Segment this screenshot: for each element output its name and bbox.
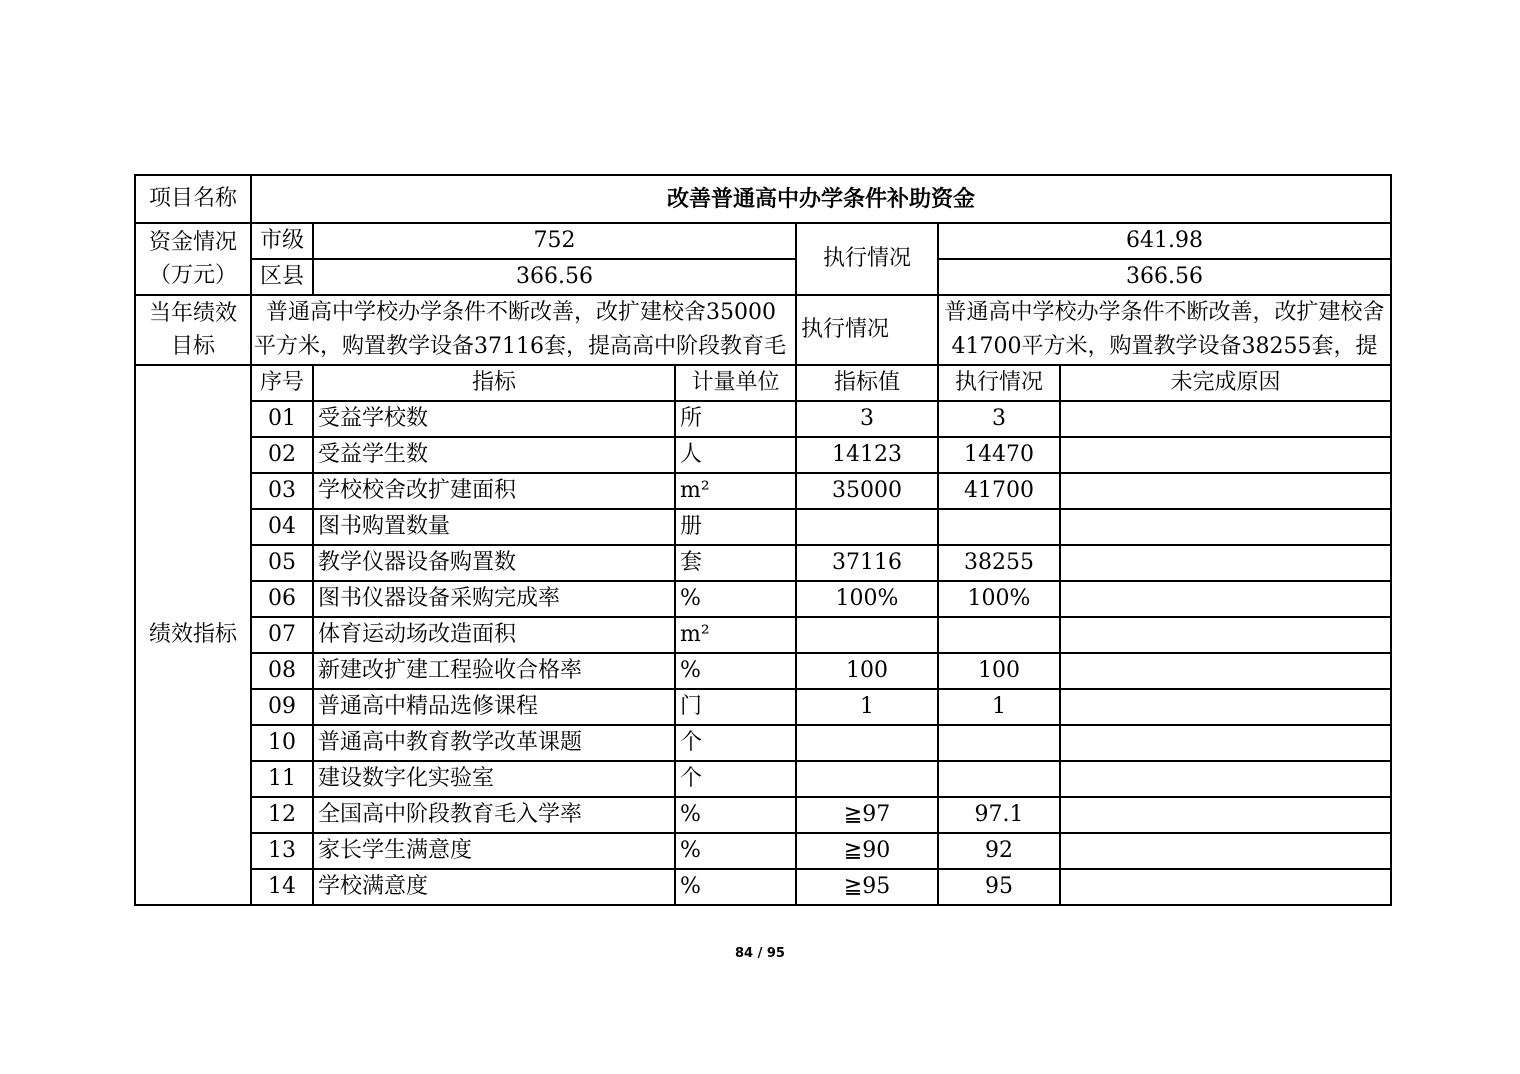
row-seq: 10 bbox=[251, 725, 313, 761]
header-actual: 执行情况 bbox=[938, 365, 1060, 401]
table-row bbox=[135, 545, 1391, 581]
table-row bbox=[135, 509, 1391, 545]
row-unit: 所 bbox=[675, 401, 796, 437]
goal-text: 普通高中学校办学条件不断改善，改扩建校舍35000平方米，购置教学设备37116套，提高高中阶段教育毛 bbox=[254, 300, 786, 359]
funds-exec-label: 执行情况 bbox=[796, 223, 938, 295]
row-unit: 门 bbox=[675, 689, 796, 725]
city-label: 市级 bbox=[251, 223, 313, 259]
goal-text-cell bbox=[251, 295, 796, 365]
row-unit: % bbox=[675, 869, 796, 905]
header-unit: 计量单位 bbox=[675, 365, 796, 401]
row-unit: 个 bbox=[675, 761, 796, 797]
table-row bbox=[135, 797, 1391, 833]
row-seq: 09 bbox=[251, 689, 313, 725]
row-actual: 1 bbox=[938, 689, 1060, 725]
row-unit: m² bbox=[675, 617, 796, 653]
goal-exec-text-cell bbox=[938, 295, 1391, 365]
row-seq: 06 bbox=[251, 581, 313, 617]
row-seq: 11 bbox=[251, 761, 313, 797]
row-reason bbox=[1060, 797, 1391, 833]
row-name: 体育运动场改造面积 bbox=[313, 617, 675, 653]
project-name: 改善普通高中办学条件补助资金 bbox=[251, 175, 1391, 223]
goal-exec-label: 执行情况 bbox=[796, 295, 938, 365]
row-unit: % bbox=[675, 653, 796, 689]
header-seq: 序号 bbox=[251, 365, 313, 401]
row-seq: 07 bbox=[251, 617, 313, 653]
row-target: 100% bbox=[796, 581, 938, 617]
row-target: ≧95 bbox=[796, 869, 938, 905]
funds-label-line2: （万元） bbox=[148, 263, 237, 288]
header-name: 指标 bbox=[313, 365, 675, 401]
row-unit: % bbox=[675, 833, 796, 869]
row-actual: 95 bbox=[938, 869, 1060, 905]
row-reason bbox=[1060, 869, 1391, 905]
row-seq: 13 bbox=[251, 833, 313, 869]
row-unit: % bbox=[675, 581, 796, 617]
row-seq: 02 bbox=[251, 437, 313, 473]
goal-label-line2: 目标 bbox=[170, 334, 215, 359]
row-actual: 14470 bbox=[938, 437, 1060, 473]
row-reason bbox=[1060, 833, 1391, 869]
table-row bbox=[135, 401, 1391, 437]
goal-label bbox=[135, 295, 251, 365]
table-row bbox=[135, 653, 1391, 689]
table-row bbox=[135, 869, 1391, 905]
row-unit: % bbox=[675, 797, 796, 833]
row-unit: 个 bbox=[675, 725, 796, 761]
row-name: 学校校舍改扩建面积 bbox=[313, 473, 675, 509]
row-target: ≧90 bbox=[796, 833, 938, 869]
row-name: 新建改扩建工程验收合格率 bbox=[313, 653, 675, 689]
performance-table bbox=[134, 174, 1392, 906]
table-row bbox=[135, 761, 1391, 797]
row-seq: 12 bbox=[251, 797, 313, 833]
row-actual bbox=[938, 725, 1060, 761]
row-target bbox=[796, 617, 938, 653]
city-value: 752 bbox=[313, 223, 796, 259]
row-unit: 册 bbox=[675, 509, 796, 545]
row-reason bbox=[1060, 509, 1391, 545]
row-actual: 100% bbox=[938, 581, 1060, 617]
row-name: 普通高中教育教学改革课题 bbox=[313, 725, 675, 761]
page-number: 84 / 95 bbox=[735, 946, 785, 961]
header-reason: 未完成原因 bbox=[1060, 365, 1391, 401]
funds-label-line1: 资金情况 bbox=[148, 230, 237, 255]
row-seq: 08 bbox=[251, 653, 313, 689]
table-row bbox=[135, 581, 1391, 617]
indicators-side-label: 绩效指标 bbox=[135, 365, 251, 905]
row-target: 100 bbox=[796, 653, 938, 689]
row-reason bbox=[1060, 725, 1391, 761]
row-reason bbox=[1060, 545, 1391, 581]
county-value: 366.56 bbox=[313, 259, 796, 295]
row-name: 建设数字化实验室 bbox=[313, 761, 675, 797]
header-target: 指标值 bbox=[796, 365, 938, 401]
row-target: 1 bbox=[796, 689, 938, 725]
row-actual: 3 bbox=[938, 401, 1060, 437]
row-target bbox=[796, 761, 938, 797]
city-exec-value: 641.98 bbox=[938, 223, 1391, 259]
county-label: 区县 bbox=[251, 259, 313, 295]
row-target: 35000 bbox=[796, 473, 938, 509]
row-reason bbox=[1060, 581, 1391, 617]
table-row bbox=[135, 725, 1391, 761]
row-reason bbox=[1060, 473, 1391, 509]
table-row bbox=[135, 617, 1391, 653]
row-name: 图书购置数量 bbox=[313, 509, 675, 545]
row-target bbox=[796, 509, 938, 545]
row-actual: 97.1 bbox=[938, 797, 1060, 833]
funds-label bbox=[135, 223, 251, 295]
row-name: 受益学生数 bbox=[313, 437, 675, 473]
row-name: 教学仪器设备购置数 bbox=[313, 545, 675, 581]
row-actual: 41700 bbox=[938, 473, 1060, 509]
row-name: 受益学校数 bbox=[313, 401, 675, 437]
row-reason bbox=[1060, 653, 1391, 689]
row-seq: 03 bbox=[251, 473, 313, 509]
county-exec-value: 366.56 bbox=[938, 259, 1391, 295]
row-actual bbox=[938, 509, 1060, 545]
row-target: ≧97 bbox=[796, 797, 938, 833]
table-row bbox=[135, 437, 1391, 473]
goal-label-line1: 当年绩效 bbox=[148, 301, 237, 326]
table-row bbox=[135, 833, 1391, 869]
row-actual bbox=[938, 761, 1060, 797]
row-unit: m² bbox=[675, 473, 796, 509]
row-target bbox=[796, 725, 938, 761]
row-actual: 38255 bbox=[938, 545, 1060, 581]
row-target: 3 bbox=[796, 401, 938, 437]
row-actual bbox=[938, 617, 1060, 653]
row-reason bbox=[1060, 437, 1391, 473]
row-reason bbox=[1060, 761, 1391, 797]
row-actual: 92 bbox=[938, 833, 1060, 869]
row-name: 学校满意度 bbox=[313, 869, 675, 905]
project-label: 项目名称 bbox=[135, 175, 251, 223]
row-target: 37116 bbox=[796, 545, 938, 581]
performance-table-sheet bbox=[134, 174, 1392, 906]
row-reason bbox=[1060, 617, 1391, 653]
row-seq: 04 bbox=[251, 509, 313, 545]
row-seq: 14 bbox=[251, 869, 313, 905]
row-name: 全国高中阶段教育毛入学率 bbox=[313, 797, 675, 833]
table-row bbox=[135, 689, 1391, 725]
row-name: 家长学生满意度 bbox=[313, 833, 675, 869]
goal-exec-text: 普通高中学校办学条件不断改善，改扩建校舍41700平方米，购置教学设备38255套，提 bbox=[944, 300, 1385, 359]
row-actual: 100 bbox=[938, 653, 1060, 689]
row-unit: 套 bbox=[675, 545, 796, 581]
row-seq: 01 bbox=[251, 401, 313, 437]
row-reason bbox=[1060, 401, 1391, 437]
row-seq: 05 bbox=[251, 545, 313, 581]
row-unit: 人 bbox=[675, 437, 796, 473]
table-row bbox=[135, 473, 1391, 509]
row-name: 普通高中精品选修课程 bbox=[313, 689, 675, 725]
row-target: 14123 bbox=[796, 437, 938, 473]
row-name: 图书仪器设备采购完成率 bbox=[313, 581, 675, 617]
row-reason bbox=[1060, 689, 1391, 725]
